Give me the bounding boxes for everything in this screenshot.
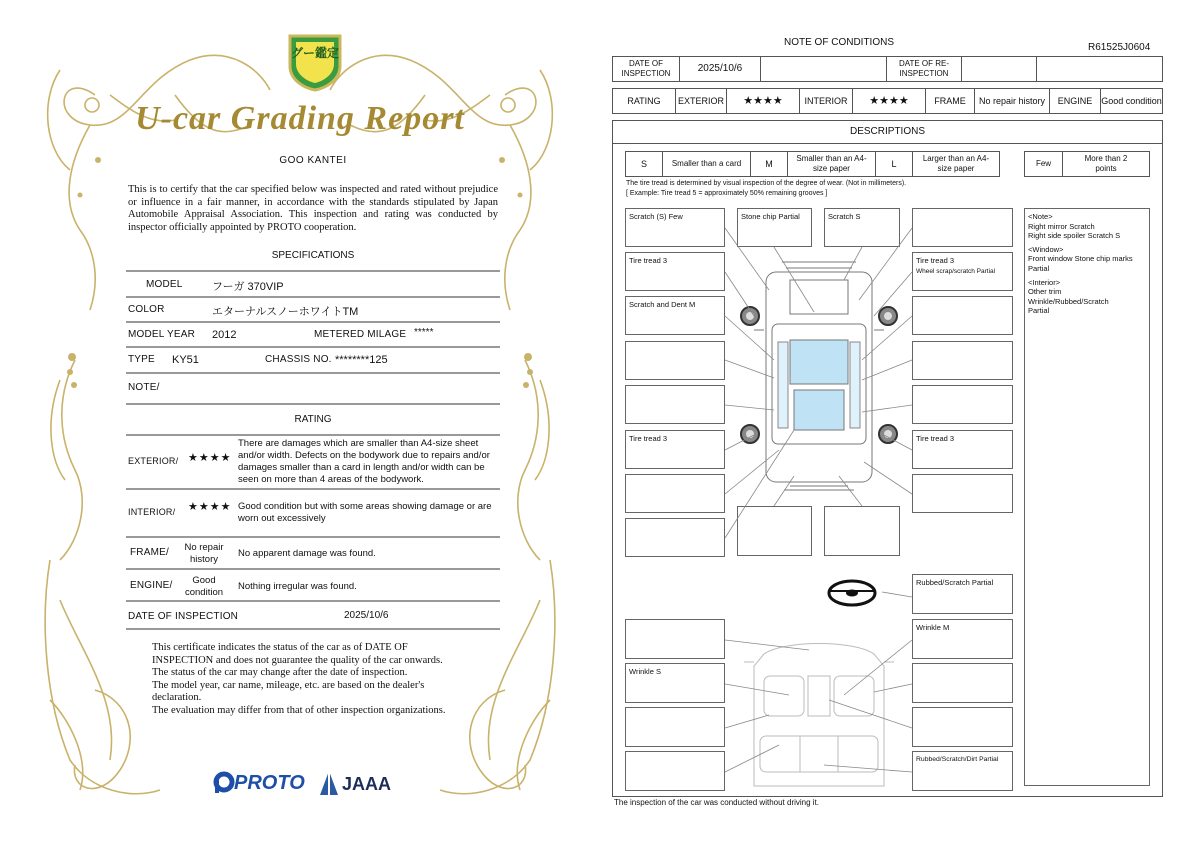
model-value: フーガ 370VIP <box>212 281 284 293</box>
ext-box-right-2: Tire tread 3 Wheel scrap/scratch Partial <box>912 252 1013 291</box>
ext-box-right-4 <box>912 341 1013 380</box>
int-box-left-3 <box>625 707 725 747</box>
report-title: U-car Grading Report <box>135 100 465 137</box>
ext-box-left-8 <box>625 518 725 557</box>
proto-logo-icon <box>213 771 235 795</box>
legend-few: Few <box>1024 151 1063 177</box>
ext-box-top-2: Scratch S <box>824 208 900 247</box>
legend-s: S <box>625 151 663 177</box>
doi-label: DATE OF INSPECTION <box>128 611 239 622</box>
logo-text: グー鑑定 <box>290 46 339 60</box>
mileage-value: ***** <box>414 327 434 338</box>
specs-heading: SPECIFICATIONS <box>271 250 355 261</box>
car-interior-diagram <box>744 636 894 796</box>
chassis-value: ********125 <box>335 354 388 366</box>
int-box-left-1 <box>625 619 725 659</box>
rating-label: RATING <box>612 88 676 114</box>
reference-number: R61525J0604 <box>1088 42 1151 53</box>
interior-label: INTERIOR <box>799 88 853 114</box>
frame-label: FRAME <box>925 88 975 114</box>
mileage-label: METERED MILAGE <box>314 329 407 340</box>
note-of-conditions <box>604 0 1200 848</box>
exterior-label: EXTERIOR/ <box>128 456 179 466</box>
interior-desc: Good condition but with some areas showing damage or are worn out excessively <box>238 501 492 524</box>
color-value: エターナルスノーホワイトTM <box>212 306 359 318</box>
notes-box: <Note> Right mirror Scratch Right side spoiler Scratch S <Window> Front window Stone chip marks Partial <Interior> Other trim Wrinkle/Rubbed/Scratch Partial <box>1024 208 1150 786</box>
legend-m-desc: Smaller than an A4-size paper <box>787 151 876 177</box>
ext-box-left-7 <box>625 474 725 513</box>
int-box-right-3 <box>912 663 1013 703</box>
type-label: TYPE <box>128 354 155 365</box>
steering-wheel-icon <box>826 578 878 608</box>
ext-box-bottom-2 <box>824 506 900 556</box>
ext-box-right-6: Tire tread 3 <box>912 430 1013 469</box>
int-box-right-1: Rubbed/Scratch Partial <box>912 574 1013 614</box>
frame-label: FRAME/ <box>130 547 169 558</box>
ext-box-top-1: Stone chip Partial <box>737 208 812 247</box>
legend-l: L <box>875 151 913 177</box>
ext-box-left-4 <box>625 341 725 380</box>
doi-label: DATE OF INSPECTION <box>612 56 680 82</box>
interior-label: INTERIOR/ <box>128 507 176 517</box>
doi-value: 2025/10/6 <box>344 610 389 621</box>
reinspection-label: DATE OF RE-INSPECTION <box>886 56 962 82</box>
proto-logo: PROTO <box>234 772 305 794</box>
goo-kantei-logo <box>286 30 344 92</box>
model-year-label: MODEL YEAR <box>128 329 196 340</box>
exterior-stars: ★★★★ <box>726 88 800 114</box>
interior-stars: ★★★★ <box>852 88 926 114</box>
ext-box-right-7 <box>912 474 1013 513</box>
engine-value: Good condition <box>1100 88 1163 114</box>
frame-value: No repair history <box>184 542 224 565</box>
reinspection-value <box>961 56 1037 82</box>
engine-label: ENGINE <box>1049 88 1101 114</box>
ext-box-right-5 <box>912 385 1013 424</box>
engine-label: ENGINE/ <box>130 580 173 591</box>
model-label: MODEL <box>146 279 183 290</box>
exterior-label: EXTERIOR <box>675 88 727 114</box>
rating-heading: RATING <box>294 414 332 425</box>
report-subtitle: GOO KANTEI <box>279 155 347 166</box>
color-label: COLOR <box>128 304 165 315</box>
legend-m: M <box>750 151 788 177</box>
type-value: KY51 <box>172 354 199 366</box>
car-exterior-diagram <box>724 250 914 500</box>
reinspection-blank <box>1036 56 1163 82</box>
engine-value: Good condition <box>184 575 224 598</box>
descriptions-heading: DESCRIPTIONS <box>612 120 1163 144</box>
jaaa-logo-icon <box>318 769 340 797</box>
int-box-right-2: Wrinkle M <box>912 619 1013 659</box>
sheet-title: NOTE OF CONDITIONS <box>784 37 894 48</box>
legend-s-desc: Smaller than a card <box>662 151 751 177</box>
model-year-value: 2012 <box>212 329 237 341</box>
doi-value: 2025/10/6 <box>679 56 761 82</box>
ext-box-right-1 <box>912 208 1013 247</box>
exterior-stars: ★★★★ <box>188 452 232 464</box>
legend-l-desc: Larger than an A4-size paper <box>912 151 1000 177</box>
int-box-right-4 <box>912 707 1013 747</box>
intro-text: This is to certify that the car specified below was inspected and rated without prejudice or influence in a fair manner, in accordance with the standards stipulated by Japan Automobile Appraisal Association. This inspection and rating was conducted by inspector officially appointed by PROTO cooperation. <box>128 184 498 233</box>
doi-blank <box>760 56 887 82</box>
ext-box-left-5 <box>625 385 725 424</box>
chassis-label: CHASSIS NO. <box>265 354 332 365</box>
tire-note: The tire tread is determined by visual inspection of the degree of wear. (Not in millimeters). <box>626 180 907 187</box>
jaaa-logo: JAAA <box>342 774 392 794</box>
int-box-right-5: Rubbed/Scratch/Dirt Partial <box>912 751 1013 791</box>
int-box-left-4 <box>625 751 725 791</box>
ext-box-left-2: Tire tread 3 <box>625 252 725 291</box>
exterior-desc: There are damages which are smaller than A4-size sheet and/or width. Defects on the bodywork due to repairs and/or damages smaller than a card in length and/or width can be seen on more than 4 areas of the bodywork. <box>238 438 490 485</box>
ext-box-right-3 <box>912 296 1013 335</box>
legend-few-desc: More than 2 points <box>1062 151 1150 177</box>
footer-text: This certificate indicates the status of the car as of DATE OF INSPECTION and does not guarantee the quality of the car onwards. The status of the car may change after the date of inspection. The model year, car name, mileage, etc. are based on the dealer's declaration. The evaluation may differ from that of other inspection organizations. <box>152 642 446 716</box>
int-box-left-2: Wrinkle S <box>625 663 725 703</box>
sheet-footer: The inspection of the car was conducted without driving it. <box>614 798 819 807</box>
engine-desc: Nothing irregular was found. <box>238 581 357 592</box>
ext-box-left-6: Tire tread 3 <box>625 430 725 469</box>
interior-stars: ★★★★ <box>188 501 232 513</box>
frame-value: No repair history <box>974 88 1050 114</box>
tire-example: [ Example: Tire tread 5 = approximately 50% remaining grooves ] <box>626 190 828 197</box>
ext-box-bottom-1 <box>737 506 812 556</box>
note-label: NOTE/ <box>128 382 160 393</box>
ext-box-left-1: Scratch (S) Few <box>625 208 725 247</box>
ext-box-left-3: Scratch and Dent M <box>625 296 725 335</box>
frame-desc: No apparent damage was found. <box>238 548 376 559</box>
